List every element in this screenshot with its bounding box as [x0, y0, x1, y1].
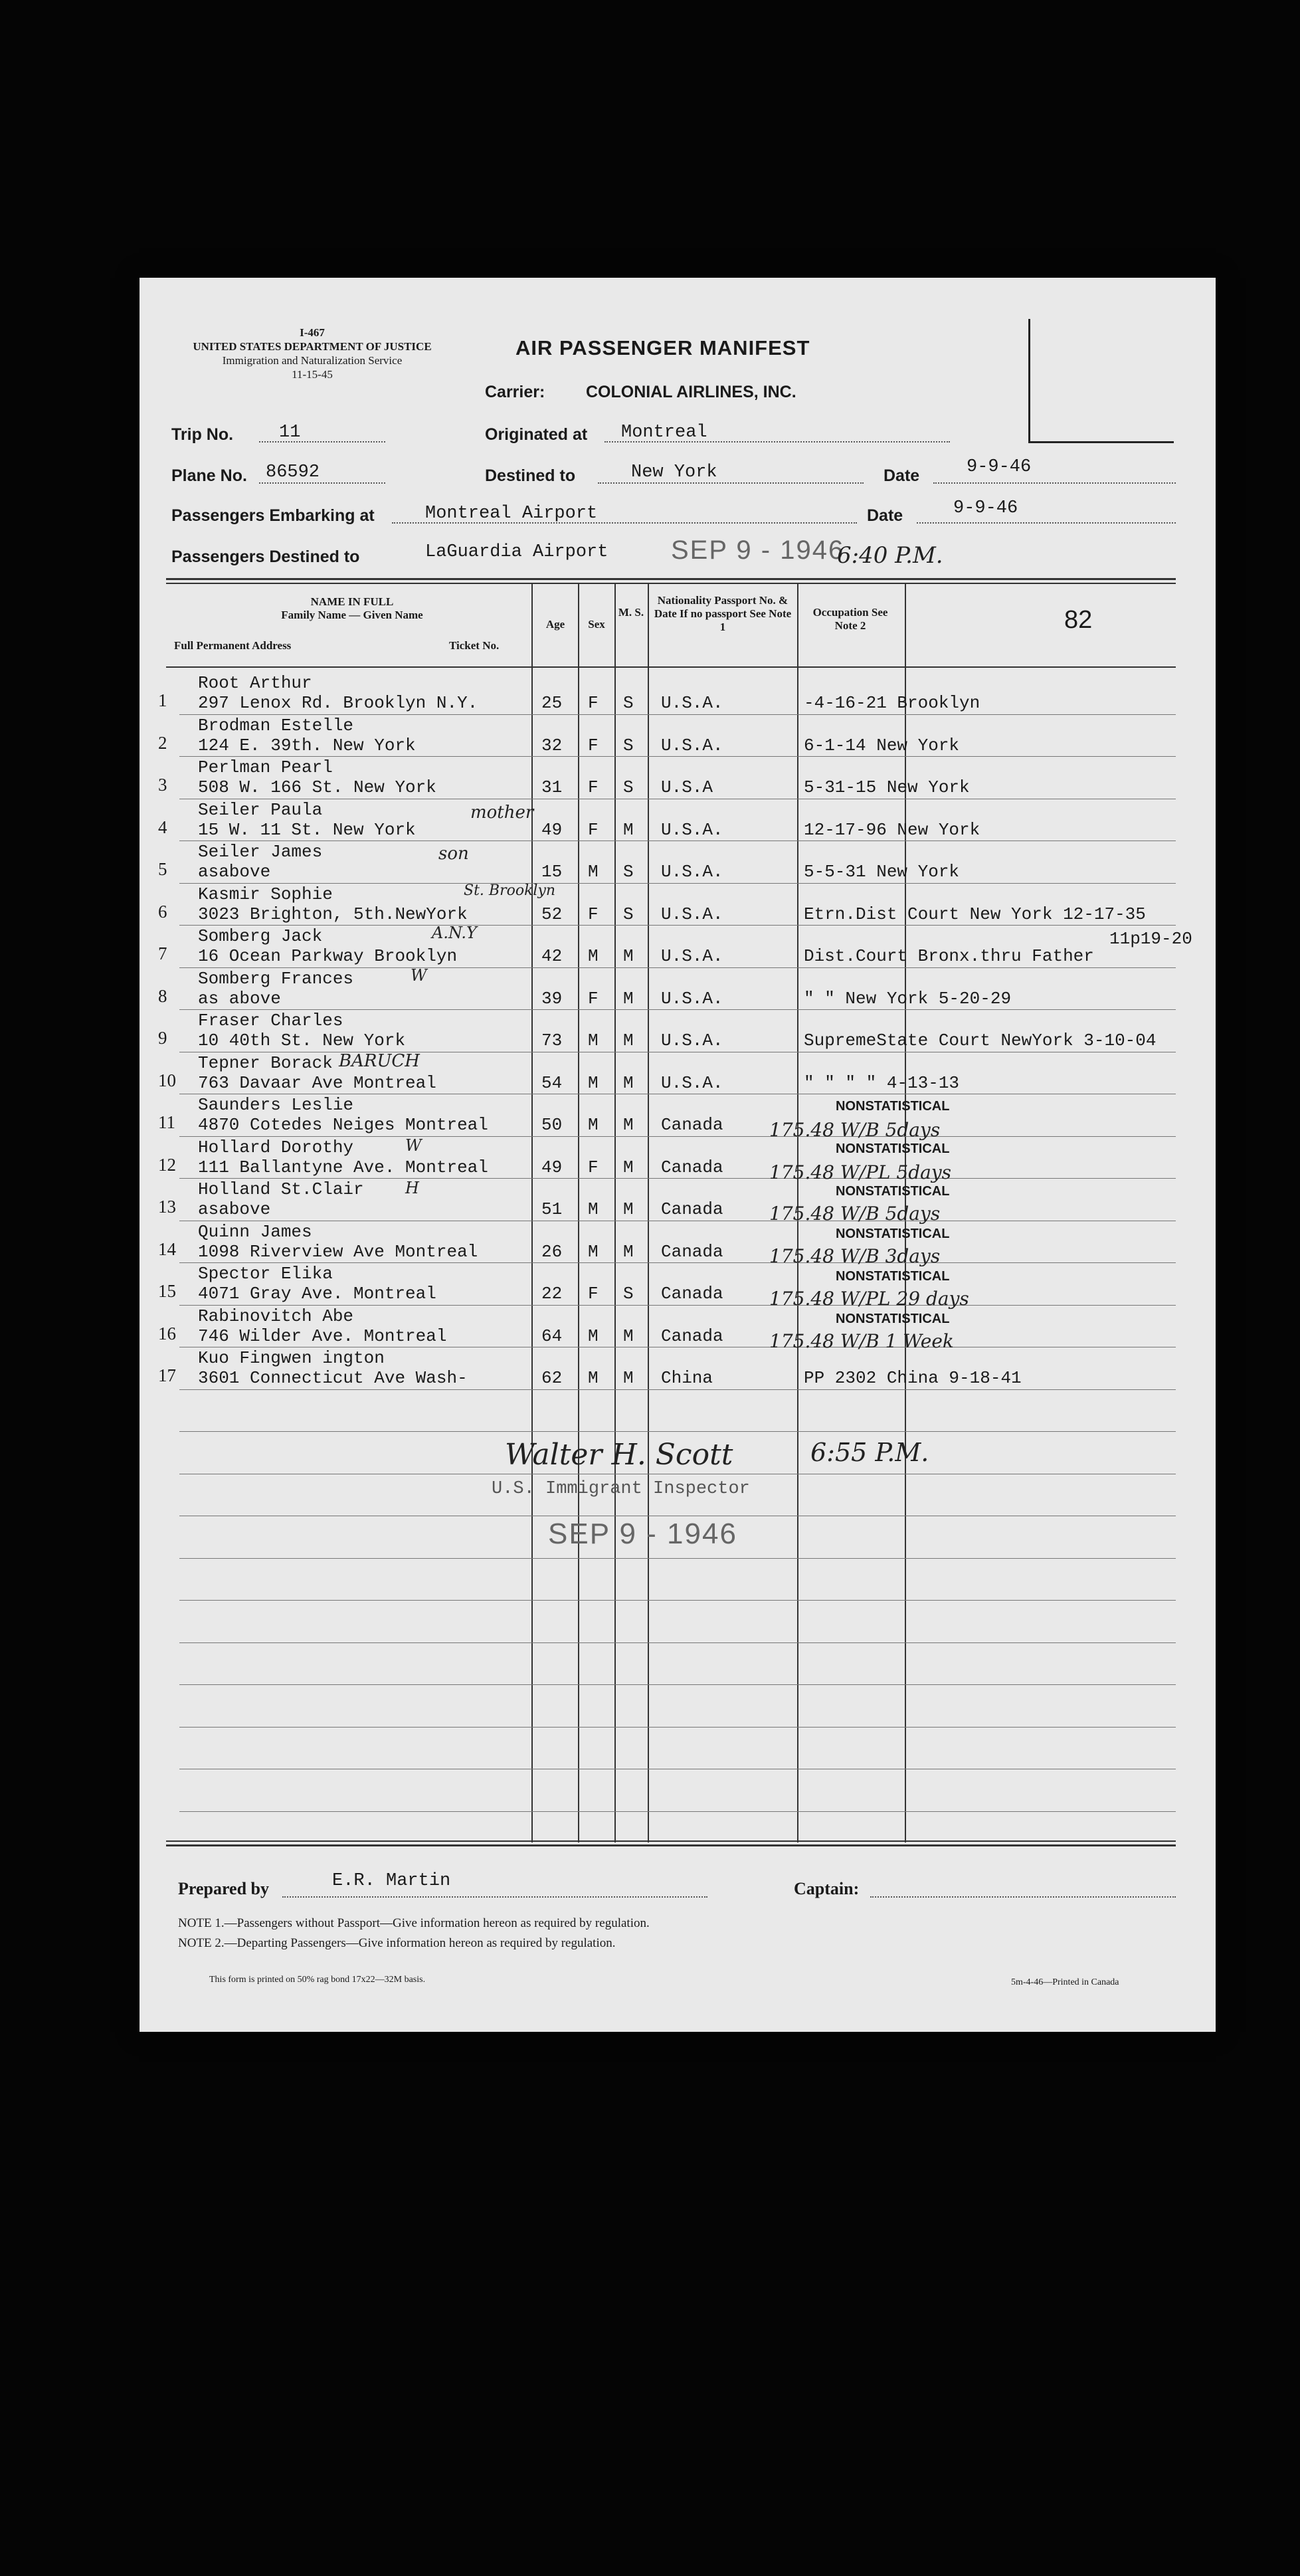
- passenger-age: 39: [541, 988, 563, 1009]
- passenger-address: 746 Wilder Ave. Montreal: [198, 1326, 447, 1346]
- row-separator: [179, 1600, 1176, 1601]
- passenger-marital-status: M: [623, 1241, 634, 1262]
- trip-value: 11: [279, 423, 301, 443]
- passenger-address: 508 W. 166 St. New York: [198, 777, 436, 797]
- passenger-sex: F: [588, 988, 599, 1009]
- captain-line: [870, 1896, 1176, 1898]
- fare-note-13: 175.48 W/B 5days: [769, 1203, 941, 1225]
- passenger-address: 763 Davaar Ave Montreal: [198, 1072, 436, 1093]
- passenger-marital-status: M: [623, 1326, 634, 1346]
- nonstat-stamp-11: NONSTATISTICAL: [836, 1099, 950, 1114]
- passenger-passport-occupation: 12-17-96 New York: [804, 819, 980, 840]
- passenger-sex: M: [588, 946, 599, 966]
- passenger-nationality: U.S.A.: [661, 735, 723, 755]
- plane-label: Plane No.: [171, 466, 247, 485]
- passenger-name: Fraser Charles: [198, 1011, 343, 1031]
- row-number: 2: [158, 732, 167, 753]
- manifest-title: AIR PASSENGER MANIFEST: [515, 336, 810, 359]
- passenger-name: Rabinovitch Abe: [198, 1306, 354, 1326]
- passenger-sex: F: [588, 693, 599, 713]
- passenger-age: 31: [541, 777, 563, 797]
- row-number: 4: [158, 817, 167, 837]
- passenger-passport-occupation: " " New York 5-20-29: [804, 988, 1012, 1009]
- row-separator: [179, 756, 1176, 757]
- row-number: 7: [158, 943, 167, 963]
- row-number: 9: [158, 1028, 167, 1048]
- col-divider-ms: [614, 583, 616, 1842]
- header-bottom-line: [166, 666, 1176, 668]
- passenger-passport-occupation: " " " " 4-13-13: [804, 1072, 960, 1093]
- passenger-passport-occupation: Dist.Court Bronx.thru Father: [804, 946, 1094, 966]
- passenger-address: 1098 Riverview Ave Montreal: [198, 1241, 478, 1262]
- passenger-name: Brodman Estelle: [198, 715, 354, 736]
- passenger-name: Somberg Jack: [198, 926, 323, 946]
- passenger-age: 42: [541, 946, 563, 966]
- print-info-right: 5m-4-46—Printed in Canada: [1011, 1977, 1119, 1987]
- table-bottom-border-2: [166, 1844, 1176, 1846]
- carrier-value: COLONIAL AIRLINES, INC.: [586, 383, 796, 401]
- passenger-address: 10 40th St. New York: [198, 1031, 406, 1050]
- passenger-age: 62: [541, 1368, 563, 1388]
- row-number: 3: [158, 775, 167, 795]
- passenger-nationality: Canada: [661, 1157, 723, 1177]
- passenger-nationality: Canada: [661, 1241, 723, 1262]
- row-number: 8: [158, 985, 167, 1006]
- nonstat-stamp-13: NONSTATISTICAL: [836, 1184, 950, 1199]
- passenger-marital-status: M: [623, 819, 634, 840]
- passenger-nationality: U.S.A: [661, 777, 713, 797]
- passenger-nationality: U.S.A.: [661, 988, 723, 1009]
- note-1: NOTE 1.—Passengers without Passport—Give information hereon as required by regulation.: [178, 1916, 650, 1930]
- date2-value: 9-9-46: [953, 498, 1018, 518]
- ms-col-header: M. S.: [618, 606, 644, 619]
- passenger-sex: F: [588, 819, 599, 840]
- row-separator: [179, 1178, 1176, 1179]
- fare-note-15: 175.48 W/PL 29 days: [769, 1288, 969, 1310]
- note-2: NOTE 2.—Departing Passengers—Give information hereon as required by regulation.: [178, 1936, 616, 1950]
- passenger-marital-status: S: [623, 862, 634, 882]
- passenger-address: 111 Ballantyne Ave. Montreal: [198, 1157, 488, 1177]
- passenger-sex: M: [588, 1072, 599, 1093]
- destined-label: Destined to: [485, 466, 576, 485]
- arrival-time-handwritten: 6:40 P.M.: [837, 542, 943, 569]
- inspector-signature: Walter H. Scott: [505, 1438, 733, 1472]
- passenger-name: Hollard Dorothy: [198, 1137, 354, 1157]
- nonstat-stamp-16: NONSTATISTICAL: [836, 1312, 950, 1326]
- passenger-name: Somberg Frances: [198, 968, 354, 989]
- fare-note-12: 175.48 W/PL 5days: [769, 1161, 952, 1183]
- handnote-w-12: W: [405, 1136, 422, 1155]
- row-separator: [179, 967, 1176, 968]
- pdest-value: LaGuardia Airport: [425, 542, 608, 562]
- inspector-stamp: SEP 9 - 1946: [548, 1518, 737, 1550]
- row-separator: [179, 1727, 1176, 1728]
- passenger-marital-status: S: [623, 1284, 634, 1304]
- plane-value: 86592: [266, 462, 320, 482]
- col-divider-age: [531, 583, 533, 1842]
- passenger-address: 124 E. 39th. New York: [198, 735, 416, 755]
- manifest-page: [139, 278, 1216, 2032]
- passenger-age: 54: [541, 1072, 563, 1093]
- ticket-col-header: Ticket No.: [449, 639, 500, 652]
- passenger-nationality: U.S.A.: [661, 904, 723, 924]
- passenger-sex: M: [588, 862, 599, 882]
- trip-line: [259, 441, 385, 443]
- passenger-age: 25: [541, 693, 563, 713]
- row-separator: [179, 1136, 1176, 1137]
- row-separator: [179, 883, 1176, 884]
- prepared-line: [282, 1896, 707, 1898]
- passenger-nationality: Canada: [661, 1326, 723, 1346]
- passenger-nationality: U.S.A.: [661, 819, 723, 840]
- passenger-marital-status: M: [623, 988, 634, 1009]
- passenger-age: 22: [541, 1284, 563, 1304]
- passenger-sex: F: [588, 1284, 599, 1304]
- table-bottom-border: [166, 1840, 1176, 1842]
- occupation-col-header: Occupation See Note 2: [812, 606, 888, 632]
- nationality-col-header: Nationality Passport No. & Date If no passport See Note 1: [654, 594, 792, 633]
- passenger-age: 73: [541, 1031, 563, 1050]
- row-separator: [179, 1262, 1176, 1263]
- embarking-value: Montreal Airport: [425, 504, 598, 524]
- originated-value: Montreal: [621, 423, 707, 443]
- passenger-age: 52: [541, 904, 563, 924]
- nonstat-stamp-15: NONSTATISTICAL: [836, 1269, 950, 1284]
- passenger-passport-occupation: Etrn.Dist Court New York 12-17-35: [804, 904, 1146, 924]
- row-separator: [179, 1684, 1176, 1685]
- passenger-nationality: U.S.A.: [661, 1072, 723, 1093]
- passenger-marital-status: S: [623, 904, 634, 924]
- passenger-name: Holland St.Clair: [198, 1179, 364, 1199]
- passenger-name: Spector Elika: [198, 1264, 333, 1284]
- passenger-age: 49: [541, 1157, 563, 1177]
- passenger-sex: M: [588, 1241, 599, 1262]
- sex-col-header: Sex: [588, 618, 605, 631]
- table-top-border-2: [166, 583, 1176, 584]
- passenger-address: 4870 Cotedes Neiges Montreal: [198, 1115, 488, 1135]
- row-number: 5: [158, 859, 167, 879]
- name-col-title: NAME IN FULL: [310, 595, 394, 608]
- passenger-age: 64: [541, 1326, 563, 1346]
- passenger-marital-status: M: [623, 1199, 634, 1219]
- passenger-nationality: U.S.A.: [661, 946, 723, 966]
- passenger-name: Kuo Fingwen ington: [198, 1348, 385, 1368]
- row-separator: [179, 1009, 1176, 1010]
- passenger-sex: F: [588, 1157, 599, 1177]
- row-number: 12: [158, 1154, 176, 1175]
- fare-note-11: 175.48 W/B 5days: [769, 1119, 941, 1141]
- row-separator: [179, 1811, 1176, 1812]
- passenger-passport-occupation: 5-31-15 New York: [804, 777, 970, 797]
- prepared-label: Prepared by: [178, 1879, 269, 1898]
- passenger-address: asabove: [198, 1199, 271, 1219]
- passenger-sex: M: [588, 1199, 599, 1219]
- date-value: 9-9-46: [967, 457, 1032, 477]
- passenger-age: 51: [541, 1199, 563, 1219]
- passenger-passport-occupation: -4-16-21 Brooklyn: [804, 693, 980, 713]
- row-number: 16: [158, 1323, 176, 1343]
- row-separator: [179, 714, 1176, 715]
- row-separator: [179, 1558, 1176, 1559]
- arrival-stamp: SEP 9 - 1946: [671, 536, 845, 565]
- handnote-h-13: H: [405, 1179, 419, 1197]
- handnote-mother: mother: [470, 803, 534, 823]
- passenger-marital-status: M: [623, 1072, 634, 1093]
- prepared-value: E.R. Martin: [332, 1871, 451, 1891]
- passenger-nationality: Canada: [661, 1199, 723, 1219]
- passenger-nationality: U.S.A.: [661, 693, 723, 713]
- passenger-sex: M: [588, 1368, 599, 1388]
- passenger-passport-occupation: 5-5-31 New York: [804, 862, 960, 882]
- nonstat-stamp-14: NONSTATISTICAL: [836, 1227, 950, 1241]
- row-number: 15: [158, 1281, 176, 1301]
- fare-note-14: 175.48 W/B 3days: [769, 1245, 941, 1267]
- passenger-nationality: U.S.A.: [661, 862, 723, 882]
- name-col-header: [179, 595, 525, 622]
- embarking-label: Passengers Embarking at: [171, 506, 375, 525]
- row-separator: [179, 925, 1176, 926]
- fare-note-16: 175.48 W/B 1 Week: [769, 1330, 954, 1352]
- form-header: [166, 326, 458, 381]
- carrier-label: Carrier:: [485, 383, 545, 401]
- passenger-name: Tepner Borack: [198, 1052, 333, 1073]
- handnote-w-8: W: [411, 966, 427, 985]
- passenger-name: Root Arthur: [198, 673, 312, 693]
- passenger-age: 26: [541, 1241, 563, 1262]
- passenger-name: Kasmir Sophie: [198, 884, 333, 904]
- passenger-marital-status: M: [623, 1368, 634, 1388]
- nonstat-stamp-12: NONSTATISTICAL: [836, 1141, 950, 1156]
- passenger-passport-occupation: PP 2302 China 9-18-41: [804, 1368, 1022, 1388]
- passenger-address: 15 W. 11 St. New York: [198, 819, 416, 840]
- passenger-sex: F: [588, 735, 599, 755]
- row-separator: [179, 1305, 1176, 1306]
- passenger-age: 32: [541, 735, 563, 755]
- passenger-age: 49: [541, 819, 563, 840]
- destined-line: [598, 482, 864, 484]
- row-number: 10: [158, 1070, 176, 1090]
- passenger-address: 3601 Connecticut Ave Wash-: [198, 1368, 468, 1388]
- row7-right-note: 11p19-20: [1109, 929, 1192, 949]
- passenger-sex: F: [588, 904, 599, 924]
- passenger-address: 4071 Gray Ave. Montreal: [198, 1284, 436, 1304]
- passenger-sex: M: [588, 1031, 599, 1050]
- passenger-nationality: U.S.A.: [661, 1031, 723, 1050]
- destined-value: New York: [631, 462, 717, 482]
- passenger-address: 3023 Brighton, 5th.NewYork: [198, 904, 468, 924]
- form-date: 11-15-45: [292, 368, 333, 381]
- date-label: Date: [883, 466, 920, 485]
- stamp-box: [1028, 319, 1174, 443]
- passenger-marital-status: M: [623, 1031, 634, 1050]
- inspector-time: 6:55 P.M.: [810, 1438, 929, 1467]
- passenger-passport-occupation: SupremeState Court NewYork 3-10-04: [804, 1031, 1157, 1050]
- page-number: 82: [1064, 606, 1093, 634]
- col-divider-sex: [578, 583, 579, 1842]
- passenger-address: asabove: [198, 862, 271, 882]
- passenger-sex: M: [588, 1326, 599, 1346]
- passenger-age: 15: [541, 862, 563, 882]
- passenger-name: Quinn James: [198, 1221, 312, 1242]
- address-col-header: Full Permanent Address: [174, 639, 292, 652]
- passenger-nationality: Canada: [661, 1284, 723, 1304]
- passenger-marital-status: M: [623, 1115, 634, 1135]
- trip-label: Trip No.: [171, 425, 234, 444]
- row-separator: [179, 1431, 1176, 1432]
- handnote-son: son: [438, 844, 469, 864]
- col-divider-nat: [648, 583, 649, 1842]
- print-info-left: This form is printed on 50% rag bond 17x22—32M basis.: [209, 1975, 426, 1985]
- passenger-nationality: Canada: [661, 1115, 723, 1135]
- plane-line: [259, 482, 385, 484]
- row-separator: [179, 1389, 1176, 1390]
- pdest-label: Passengers Destined to: [171, 547, 360, 566]
- passenger-marital-status: S: [623, 693, 634, 713]
- passenger-marital-status: M: [623, 1157, 634, 1177]
- age-col-header: Age: [545, 618, 565, 631]
- table-top-border: [166, 578, 1176, 580]
- date2-label: Date: [867, 506, 903, 525]
- row-number: 1: [158, 690, 167, 710]
- inspector-title: U.S. Immigrant Inspector: [492, 1479, 750, 1499]
- row-number: 6: [158, 901, 167, 922]
- passenger-name: Seiler Paula: [198, 799, 323, 820]
- passenger-sex: F: [588, 777, 599, 797]
- originated-label: Originated at: [485, 425, 588, 444]
- row-number: 14: [158, 1238, 176, 1259]
- name-col-subtitle: Family Name — Given Name: [281, 609, 423, 621]
- handnote-any: A.N.Y: [432, 924, 477, 942]
- row-number: 11: [158, 1112, 175, 1132]
- passenger-name: Perlman Pearl: [198, 757, 333, 777]
- handnote-baruch: BARUCH: [339, 1051, 420, 1071]
- passenger-address: 16 Ocean Parkway Brooklyn: [198, 946, 458, 966]
- passenger-marital-status: S: [623, 735, 634, 755]
- row-separator: [179, 1642, 1176, 1643]
- passenger-sex: M: [588, 1115, 599, 1135]
- handnote-brooklyn: St. Brooklyn: [464, 882, 556, 899]
- passenger-name: Seiler James: [198, 842, 323, 862]
- passenger-address: 297 Lenox Rd. Brooklyn N.Y.: [198, 693, 478, 713]
- captain-label: Captain:: [794, 1879, 860, 1898]
- passenger-marital-status: M: [623, 946, 634, 966]
- passenger-address: as above: [198, 988, 281, 1009]
- form-number: I-467: [300, 326, 325, 339]
- passenger-name: Saunders Leslie: [198, 1095, 354, 1115]
- passenger-passport-occupation: 6-1-14 New York: [804, 735, 960, 755]
- passenger-age: 50: [541, 1115, 563, 1135]
- date-line: [933, 482, 1176, 484]
- row-number: 13: [158, 1197, 176, 1217]
- date2-line: [917, 522, 1176, 524]
- row-number: 17: [158, 1365, 176, 1385]
- passenger-marital-status: S: [623, 777, 634, 797]
- passenger-nationality: China: [661, 1368, 713, 1388]
- department-name: UNITED STATES DEPARTMENT OF JUSTICE: [193, 340, 432, 353]
- service-name: Immigration and Naturalization Service: [222, 354, 403, 367]
